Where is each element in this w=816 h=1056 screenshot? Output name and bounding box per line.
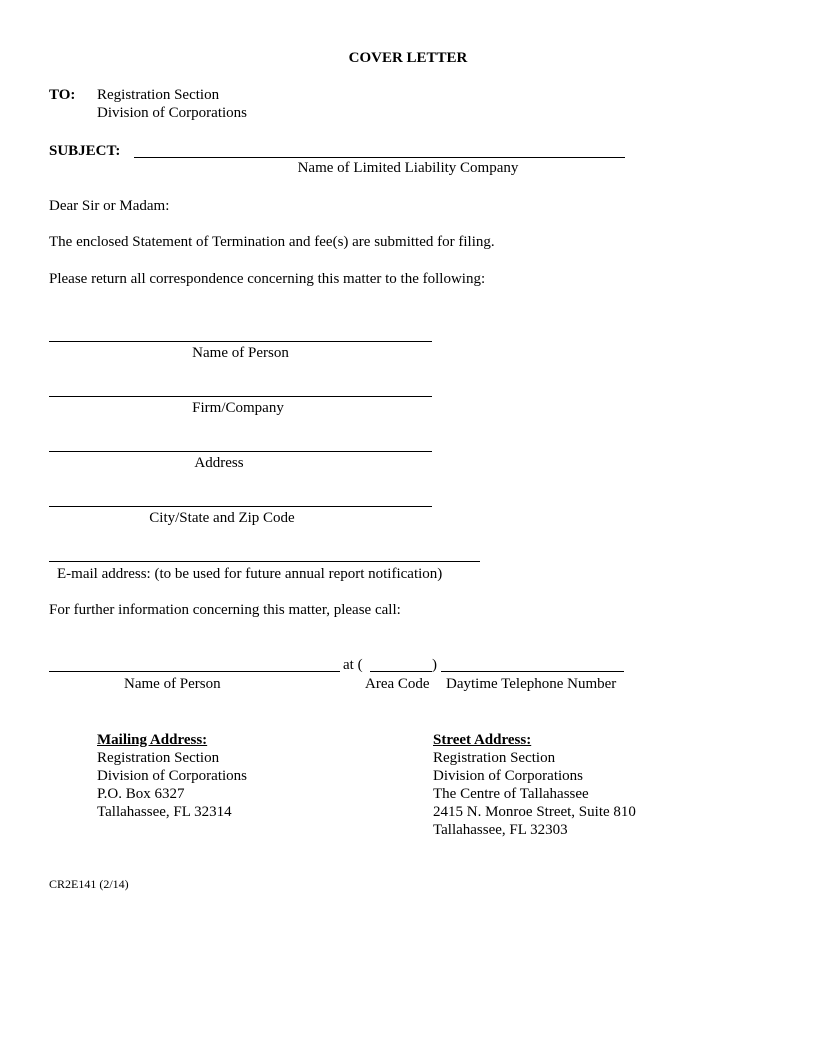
subject-input-line[interactable] <box>134 157 625 158</box>
mailing-line-1: Registration Section <box>97 750 220 766</box>
to-line-2: Division of Corporations <box>97 105 247 121</box>
firm-input-line[interactable] <box>49 396 432 397</box>
to-label: TO: <box>49 87 76 103</box>
close-paren: ) <box>432 657 437 673</box>
area-code-caption: Area Code <box>365 676 430 692</box>
name-input-line[interactable] <box>49 341 432 342</box>
city-input-line[interactable] <box>49 506 432 507</box>
name-caption: Name of Person <box>192 345 289 361</box>
subject-label: SUBJECT: <box>49 143 121 159</box>
to-line-1: Registration Section <box>97 87 220 103</box>
mailing-heading: Mailing Address: <box>97 732 208 748</box>
contact-name-caption: Name of Person <box>124 676 221 692</box>
area-code-input-line[interactable] <box>370 671 432 672</box>
telephone-input-line[interactable] <box>441 671 624 672</box>
paragraph-enclosed: The enclosed Statement of Termination and fee(s) are submitted for filing. <box>49 234 495 250</box>
page-title: COVER LETTER <box>348 50 468 66</box>
paragraph-return: Please return all correspondence concerning this matter to the following: <box>49 271 486 287</box>
mailing-line-3: P.O. Box 6327 <box>97 786 185 802</box>
street-line-3: The Centre of Tallahassee <box>433 786 589 802</box>
street-line-4: 2415 N. Monroe Street, Suite 810 <box>433 804 636 820</box>
subject-caption: Name of Limited Liability Company <box>297 160 519 176</box>
email-caption: E-mail address: (to be used for future annual report notification) <box>57 566 443 582</box>
city-caption: City/State and Zip Code <box>149 510 295 526</box>
telephone-caption: Daytime Telephone Number <box>446 676 617 692</box>
street-line-2: Division of Corporations <box>433 768 583 784</box>
salutation: Dear Sir or Madam: <box>49 198 170 214</box>
email-input-line[interactable] <box>49 561 480 562</box>
mailing-line-2: Division of Corporations <box>97 768 247 784</box>
mailing-line-4: Tallahassee, FL 32314 <box>97 804 232 820</box>
street-line-1: Registration Section <box>433 750 556 766</box>
at-text: at ( <box>343 657 363 673</box>
address-caption: Address <box>194 455 244 471</box>
firm-caption: Firm/Company <box>192 400 284 416</box>
form-code: CR2E141 (2/14) <box>49 877 129 891</box>
address-input-line[interactable] <box>49 451 432 452</box>
contact-name-input-line[interactable] <box>49 671 340 672</box>
street-heading: Street Address: <box>433 732 532 748</box>
further-info-text: For further information concerning this matter, please call: <box>49 602 401 618</box>
street-line-5: Tallahassee, FL 32303 <box>433 822 568 838</box>
